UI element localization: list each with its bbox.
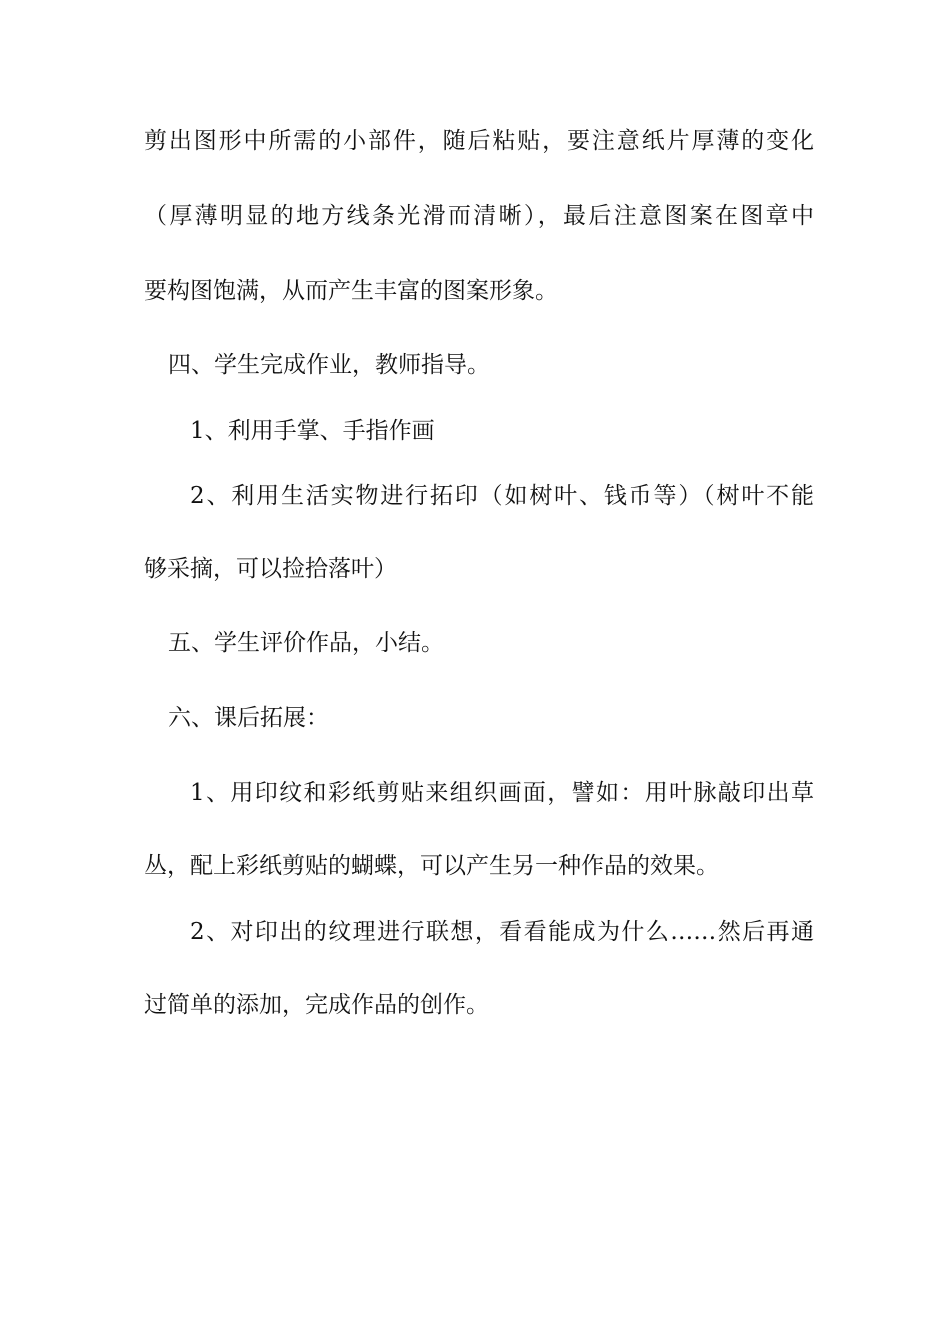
list-item-4-2-line-2: 够采摘，可以捡拾落叶） [144, 556, 397, 582]
section-heading-5: 五、学生评价作品，小结。 [168, 630, 444, 656]
list-item-6-1-line-2: 丛，配上彩纸剪贴的蝴蝶，可以产生另一种作品的效果。 [144, 853, 719, 879]
list-item-6-2-line-2: 过简单的添加，完成作品的创作。 [144, 992, 489, 1018]
paragraph-1-line-3: 要构图饱满，从而产生丰富的图案形象。 [144, 278, 558, 304]
list-item-4-1: 1、利用手掌、手指作画 [190, 418, 435, 444]
section-heading-4: 四、学生完成作业，教师指导。 [168, 352, 490, 378]
paragraph-1-line-1: 剪出图形中所需的小部件，随后粘贴，要注意纸片厚薄的变化 [144, 128, 814, 154]
list-item-4-2-line-1: 2、利用生活实物进行拓印（如树叶、钱币等）（树叶不能 [190, 483, 814, 509]
list-item-6-2-line-1: 2、对印出的纹理进行联想，看看能成为什么……然后再通 [190, 919, 814, 945]
paragraph-1-line-2: （厚薄明显的地方线条光滑而清晰），最后注意图案在图章中 [144, 203, 814, 229]
section-heading-6: 六、课后拓展： [168, 705, 329, 731]
list-item-6-1-line-1: 1、用印纹和彩纸剪贴来组织画面，譬如：用叶脉敲印出草 [190, 780, 814, 806]
